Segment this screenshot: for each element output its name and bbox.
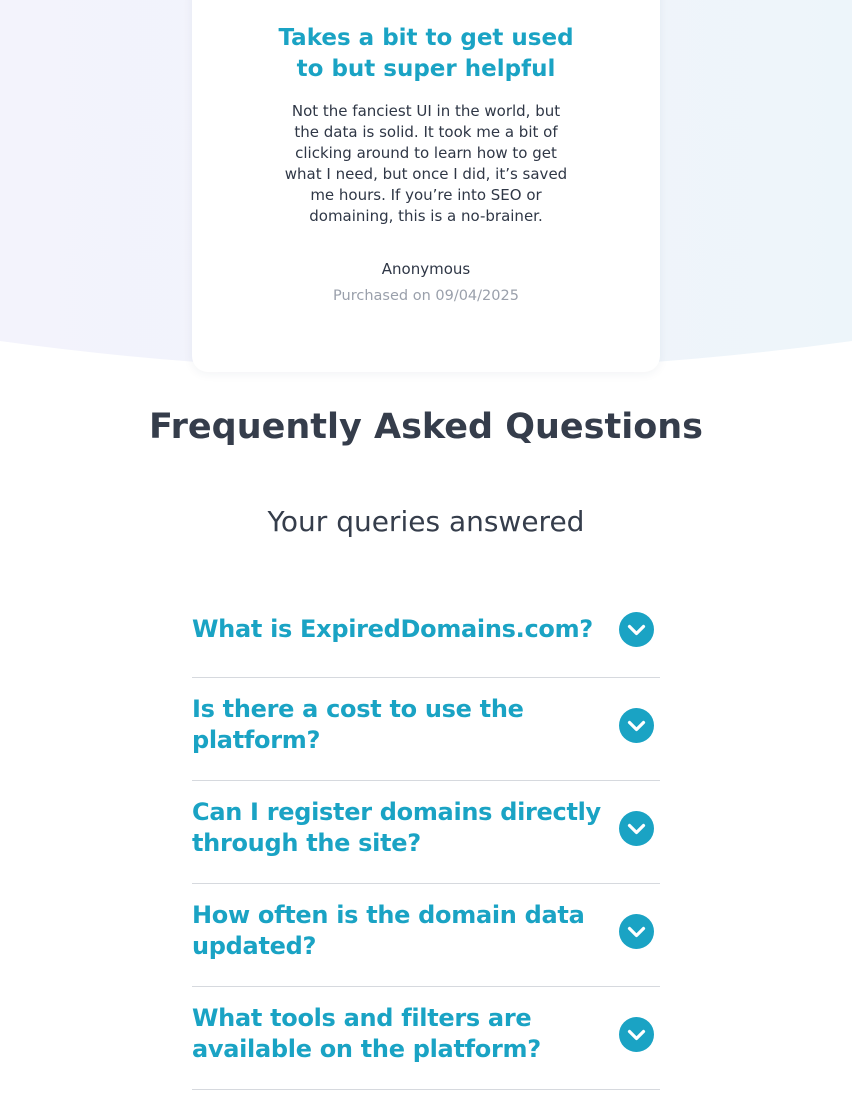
faq-question: What is ExpiredDomains.com? xyxy=(192,615,593,643)
chevron-down-icon[interactable] xyxy=(619,612,654,647)
faq-question: Is there a cost to use the platform? xyxy=(192,695,524,754)
star-icon xyxy=(418,0,435,2)
star-icon xyxy=(439,0,456,2)
faq-item[interactable] xyxy=(192,678,660,781)
review-card xyxy=(192,0,660,372)
star-icon xyxy=(397,0,414,2)
faq-item[interactable] xyxy=(192,987,660,1090)
star-icon xyxy=(376,0,393,2)
faq-item[interactable] xyxy=(192,781,660,884)
faq-title: Frequently Asked Questions xyxy=(148,407,704,447)
chevron-down-icon[interactable] xyxy=(619,1017,654,1052)
faq-question: What tools and filters are available on the platform? xyxy=(192,1004,541,1063)
star-icon xyxy=(460,0,477,2)
chevron-down-icon[interactable] xyxy=(619,811,654,846)
faq-question: How often is the domain data updated? xyxy=(192,901,585,960)
faq-item[interactable] xyxy=(192,583,660,678)
faq-item[interactable] xyxy=(192,884,660,987)
review-author: Anonymous xyxy=(381,260,471,278)
review-title: Takes a bit to get used to but super helpful xyxy=(278,25,574,82)
star-rating xyxy=(192,0,660,2)
faq-question: Can I register domains directly through the site? xyxy=(192,798,601,857)
purchase-date: Purchased on 09/04/2025 xyxy=(333,288,519,304)
review-body: Not the fanciest UI in the world, but the data is solid. It took me a bit of clicking around to learn how to get what I need, but once I did, it’s saved me hours. If you’re into SEO or domaining, this is a no-brainer. xyxy=(284,102,568,225)
faq-subtitle: Your queries answered xyxy=(267,505,585,538)
chevron-down-icon[interactable] xyxy=(619,914,654,949)
chevron-down-icon[interactable] xyxy=(619,708,654,743)
